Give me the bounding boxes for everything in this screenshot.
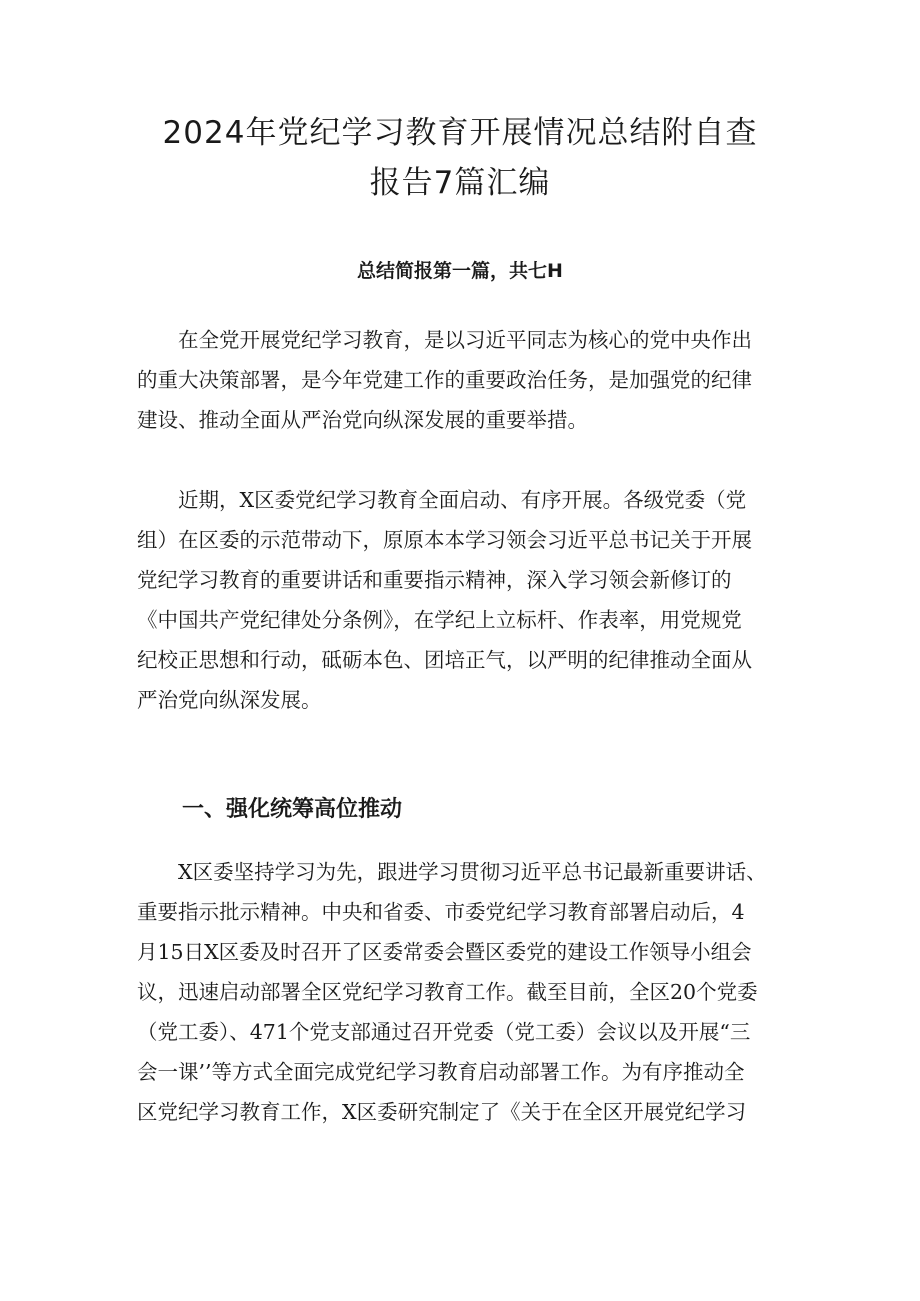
paragraph-line: 《中国共产党纪律处分条例》，在学纪上立标杆、作表率，用党规党: [137, 608, 742, 632]
paragraph-line: 会一课’’等方式全面完成党纪学习教育启动部署工作。为有序推动全: [137, 1060, 745, 1084]
paragraph-line: 党纪学习教育的重要讲话和重要指示精神，深入学习领会新修订的: [137, 568, 732, 592]
paragraph-line: 议，迅速启动部署全区党纪学习教育工作。截至目前，全区20个党委: [137, 980, 758, 1004]
document-title-line: 报告7篇汇编: [369, 165, 551, 201]
paragraph-line: 建设、推动全面从严治党向纵深发展的重要举措。: [137, 408, 588, 432]
paragraph-line: 近期，X区委党纪学习教育全面启动、有序开展。各级党委（党: [137, 488, 747, 512]
paragraph-overview: [137, 480, 797, 720]
document-title-line: 2024年党纪学习教育开展情况总结附自查: [162, 115, 758, 151]
paragraph-line: 重要指示批示精神。中央和省委、市委党纪学习教育部署启动后，4: [137, 900, 745, 924]
paragraph-line: 严治党向纵深发展。: [137, 688, 322, 712]
paragraph-line: 月15日X区委及时召开了区委常委会暨区委党的建设工作领导小组会: [137, 940, 752, 964]
document-subtitle: 总结简报第一篇，共七H: [357, 260, 563, 282]
document-title: [0, 108, 920, 208]
paragraph-intro: [137, 320, 797, 440]
paragraph-line: （党工委）、471个党支部通过召开党委（党工委）会议以及开展“三: [137, 1020, 751, 1044]
paragraph-line: 组）在区委的示范带动下，原原本本学习领会习近平总书记关于开展: [137, 528, 752, 552]
paragraph-line: 区党纪学习教育工作，X区委研究制定了《关于在全区开展党纪学习: [137, 1100, 747, 1124]
section-heading: 一、强化统筹高位推动: [182, 797, 403, 822]
paragraph-line: 纪校正思想和行动，砥砺本色、团培正气，以严明的纪律推动全面从: [137, 648, 752, 672]
paragraph-section-one: [137, 852, 797, 1132]
paragraph-line: X区委坚持学习为先，跟进学习贯彻习近平总书记最新重要讲话、: [137, 860, 767, 884]
paragraph-line: 的重大决策部署，是今年党建工作的重要政治任务，是加强党的纪律: [137, 368, 752, 392]
paragraph-line: 在全党开展党纪学习教育，是以习近平同志为核心的党中央作出: [137, 328, 752, 352]
